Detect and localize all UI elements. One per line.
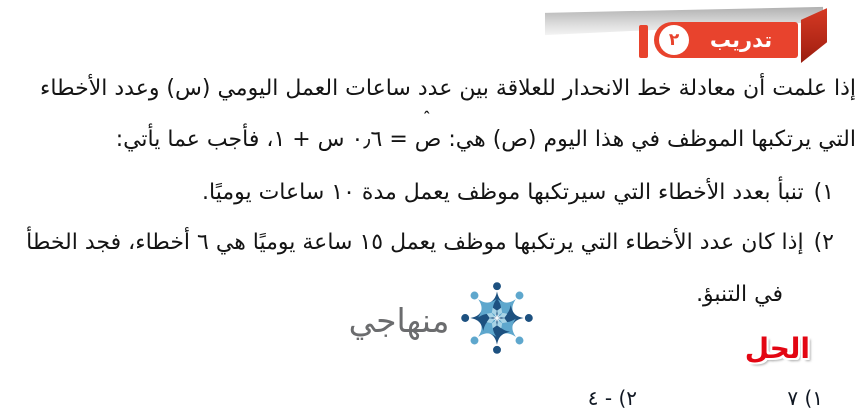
answer-1 xyxy=(787,386,823,410)
question-item-2-continuation xyxy=(696,278,783,312)
question-item-2 xyxy=(26,226,834,260)
question-item-1 xyxy=(202,176,834,210)
problem-text-2-suffix: ، فأجب عما يأتي: xyxy=(115,127,274,152)
answer-1-marker: ١) xyxy=(804,386,823,410)
item-2-text: إذا كان عدد الأخطاء التي يرتكبها موظف يعمل ١٥ ساعة يوميًا هي ٦ أخطاء، فجد الخطأ xyxy=(26,230,804,255)
item-1-text: تنبأ بعدد الأخطاء التي سيرتكبها موظف يعمل مدة ١٠ ساعات يوميًا. xyxy=(202,180,804,205)
solution-heading: الحل xyxy=(744,332,810,365)
answer-2-value: - ٤ xyxy=(587,386,613,410)
banner-face xyxy=(654,22,798,58)
problem-text-2: التي يرتكبها الموظف في هذا اليوم (ص) هي: xyxy=(448,127,856,152)
banner-left-tab xyxy=(639,25,648,58)
manhaji-logo-text: منهاجي xyxy=(348,301,450,340)
answer-2-marker: ٢) xyxy=(618,386,637,410)
y-hat-symbol xyxy=(414,109,442,157)
y-hat-letter: ص xyxy=(414,127,442,152)
problem-line-2 xyxy=(115,109,856,157)
problem-text-1: إذا علمت أن معادلة خط الانحدار للعلاقة بين عدد ساعات العمل اليومي (س) وعدد الأخطاء xyxy=(40,76,856,101)
answer-2 xyxy=(588,386,637,410)
people-circle-emblem-icon xyxy=(454,275,540,361)
exercise-number-badge xyxy=(659,25,689,55)
item-2-marker: ٢) xyxy=(813,230,834,255)
item-2-continuation-text: في التنبؤ. xyxy=(696,282,783,307)
banner-label: تدريب xyxy=(709,28,773,52)
answer-1-value: ٧ xyxy=(787,386,799,410)
problem-line-1 xyxy=(40,72,856,106)
hat-mark: ˆ xyxy=(422,109,431,127)
item-1-marker: ١) xyxy=(813,180,834,205)
exercise-number: ٢ xyxy=(668,29,680,50)
regression-equation: = ٠٫٦ س + ١ xyxy=(273,127,408,152)
